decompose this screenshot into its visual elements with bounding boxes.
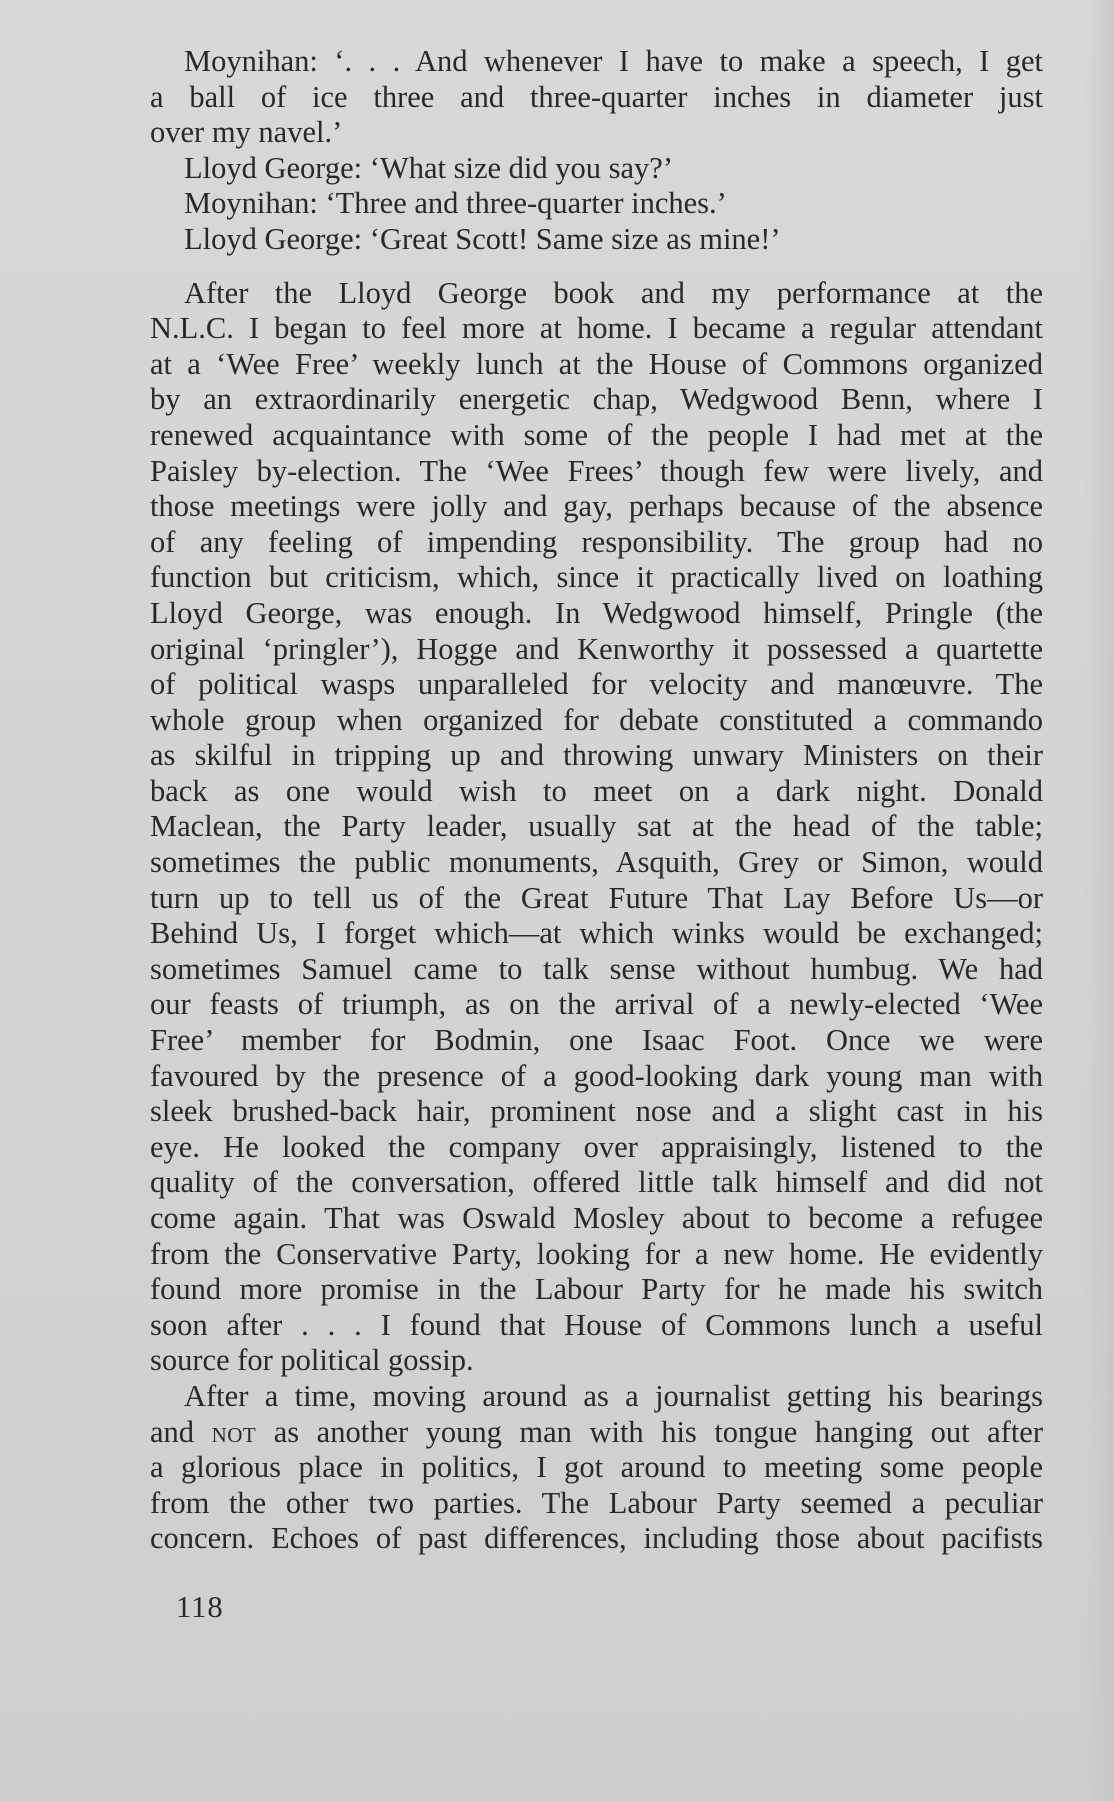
text-line: over my navel.’ xyxy=(150,115,343,150)
page-edge-shadow xyxy=(1084,0,1114,1801)
text-line: N.L.C. I began to feel more at home. I became a regular attendant xyxy=(150,311,1043,346)
paragraph-gap xyxy=(150,258,1043,276)
text-line: favoured by the presence of a good-looking dark young man with xyxy=(150,1058,1043,1093)
text-line: sometimes the public monuments, Asquith, Grey or Simon, would xyxy=(150,845,1043,880)
text-line: soon after . . . I found that House of Commons lunch a useful xyxy=(150,1307,1043,1342)
text-line: After the Lloyd George book and my performance at the xyxy=(184,275,1043,310)
text-line: original ‘pringler’), Hogge and Kenworthy it possessed a quartette xyxy=(150,631,1043,666)
text-line: Lloyd George, was enough. In Wedgwood himself, Pringle (the xyxy=(150,595,1043,630)
small-caps-word: not xyxy=(211,1414,257,1449)
page-number: 118 xyxy=(176,1590,224,1624)
text-line: source for political gossip. xyxy=(150,1343,474,1378)
text-line: our feasts of triumph, as on the arrival of a newly-elected ‘Wee xyxy=(150,987,1043,1022)
text-line: those meetings were jolly and gay, perhaps because of the absence xyxy=(150,489,1043,524)
text-line: Moynihan: ‘Three and three-quarter inches.’ xyxy=(184,186,727,221)
text-line: Paisley by-election. The ‘Wee Frees’ though few were lively, and xyxy=(150,453,1043,488)
text-line: a glorious place in politics, I got around to meeting some people xyxy=(150,1450,1043,1485)
text-line: of political wasps unparalleled for velocity and manœuvre. The xyxy=(150,667,1043,702)
text-line: turn up to tell us of the Great Future That Lay Before Us—or xyxy=(150,880,1043,915)
text-line: renewed acquaintance with some of the people I had met at the xyxy=(150,417,1043,452)
text-line: Lloyd George: ‘What size did you say?’ xyxy=(184,150,673,185)
text-line: a ball of ice three and three-quarter inches in diameter just xyxy=(150,79,1043,114)
text-line: Moynihan: ‘. . . And whenever I have to make a speech, I get xyxy=(184,44,1043,78)
text-line: of any feeling of impending responsibility. The group had no xyxy=(150,524,1043,559)
text-line: from the other two parties. The Labour Party seemed a peculiar xyxy=(150,1485,1043,1520)
text-line: After a time, moving around as a journalist getting his bearings xyxy=(184,1378,1043,1413)
text-line: come again. That was Oswald Mosley about to become a refugee xyxy=(150,1201,1043,1235)
text-line: found more promise in the Labour Party for he made his switch xyxy=(150,1272,1043,1307)
text-line: Maclean, the Party leader, usually sat at the head of the table; xyxy=(150,809,1043,844)
text-line: sometimes Samuel came to talk sense without humbug. We had xyxy=(150,951,1043,986)
text-line: as skilful in tripping up and throwing unwary Ministers on their xyxy=(150,738,1043,773)
text-line: at a ‘Wee Free’ weekly lunch at the House of Commons organized xyxy=(150,346,1043,381)
text-line: function but criticism, which, since it practically lived on loathing xyxy=(150,560,1043,595)
text-line: back as one would wish to meet on a dark night. Donald xyxy=(150,773,1043,808)
text-line: Lloyd George: ‘Great Scott! Same size as mine!’ xyxy=(184,221,781,256)
text-line: concern. Echoes of past differences, including those about pacifists xyxy=(150,1521,1043,1556)
text-line: whole group when organized for debate constituted a commando xyxy=(150,702,1043,737)
text-line: Free’ member for Bodmin, one Isaac Foot. Once we were xyxy=(150,1023,1043,1058)
text-line: sleek brushed-back hair, prominent nose and a slight cast in his xyxy=(150,1094,1043,1129)
text-line: Behind Us, I forget which—at which winks would be exchanged; xyxy=(150,916,1043,951)
text-line: by an extraordinarily energetic chap, Wedgwood Benn, where I xyxy=(150,382,1043,417)
text-line: from the Conservative Party, looking for a new home. He evidently xyxy=(150,1236,1043,1271)
text-line: quality of the conversation, offered little talk himself and did not xyxy=(150,1165,1043,1200)
text-line: and not as another young man with his tongue hanging out after xyxy=(150,1414,1043,1449)
text-line: eye. He looked the company over appraisingly, listened to the xyxy=(150,1129,1043,1164)
body-text xyxy=(150,44,1043,1557)
